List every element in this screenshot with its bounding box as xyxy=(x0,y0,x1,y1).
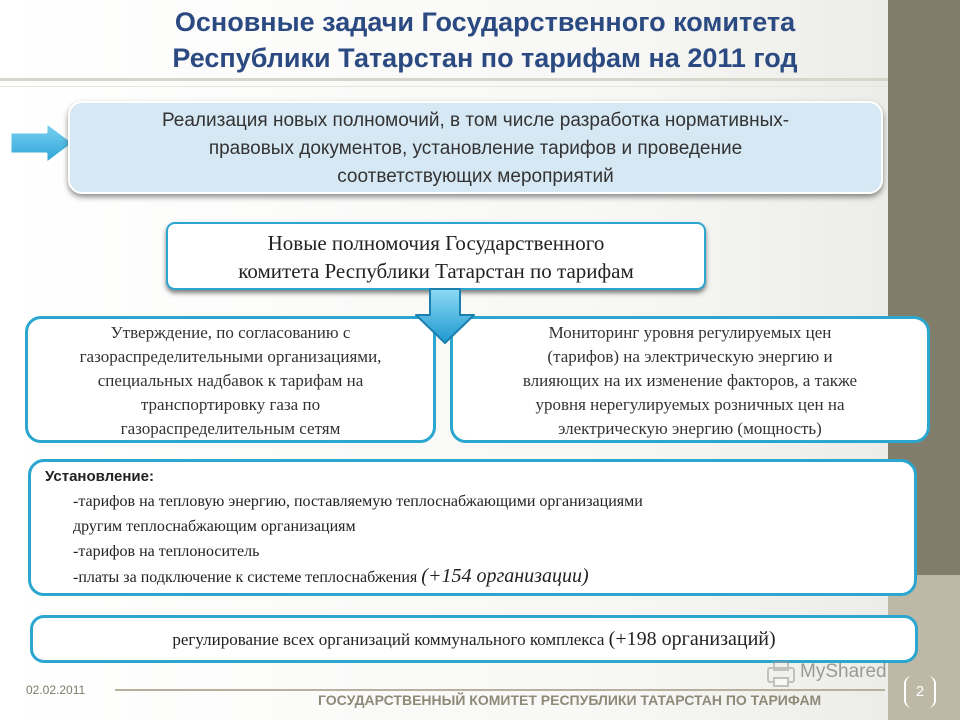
footer-organization: ГОСУДАРСТВЕННЫЙ КОМИТЕТ РЕСПУБЛИКИ ТАТАРСТАН ПО ТАРИФАМ xyxy=(318,692,822,708)
right-box-line-1: Мониторинг уровня регулируемых цен xyxy=(548,323,832,342)
left-box-line-2: газораспределительными организациями, xyxy=(79,347,382,366)
top-box-line-3: соответствующих мероприятий xyxy=(337,166,614,187)
price-monitoring-box xyxy=(450,316,930,443)
establishment-box xyxy=(28,459,917,596)
left-box-line-1: Утверждение, по согласованию с xyxy=(110,323,351,342)
establishment-line-3: -тарифов на теплоноситель xyxy=(73,543,260,560)
right-box-line-3: влияющих на их изменение факторов, а также xyxy=(522,371,858,390)
mid-box-line-1: Новые полномочия Государственного xyxy=(267,231,605,255)
new-powers-box xyxy=(166,222,706,290)
regulation-text: регулирование всех организаций коммунального комплекса xyxy=(172,630,605,649)
left-box-line-5: газораспределительным сетям xyxy=(120,419,341,438)
arrow-down-icon xyxy=(414,287,476,345)
watermark-text: MyShared xyxy=(800,661,887,682)
establishment-line-2: другим теплоснабжающим организациям xyxy=(73,518,356,535)
title-line-1: Основные задачи Государственного комитета xyxy=(174,7,796,37)
left-box-line-3: специальных надбавок к тарифам на xyxy=(97,371,364,390)
right-box-line-2: (тарифов) на электрическую энергию и xyxy=(547,347,833,366)
right-box-line-4: уровня нерегулируемых розничных цен на xyxy=(535,395,845,414)
top-task-box xyxy=(68,101,883,194)
footer-divider xyxy=(115,689,885,691)
gas-surcharge-box xyxy=(25,316,436,443)
establishment-line-1: -тарифов на тепловую энергию, поставляемую теплоснабжающими организациями xyxy=(73,493,643,510)
title-divider-thin xyxy=(0,86,888,87)
establishment-line-4: -платы за подключение к системе теплоснабжения xyxy=(73,569,418,586)
regulation-note: (+198 организаций) xyxy=(608,628,776,650)
mid-box-line-2: комитета Республики Татарстан по тарифам xyxy=(238,259,634,283)
page-number: 2 xyxy=(904,676,936,708)
top-box-line-2: правовых документов, установление тарифов и проведение xyxy=(208,138,743,159)
title-divider xyxy=(0,78,888,81)
slide-title xyxy=(100,4,870,76)
establishment-line-4-row xyxy=(45,564,914,590)
arrow-right-icon xyxy=(8,120,76,166)
footer-date: 02.02.2011 xyxy=(26,683,86,697)
right-box-line-5: электрическую энергию (мощность) xyxy=(558,419,822,438)
regulation-box xyxy=(30,615,918,663)
establishment-note: (+154 организации) xyxy=(421,565,589,587)
top-box-line-1: Реализация новых полномочий, в том числе разработка нормативных- xyxy=(161,110,790,131)
left-box-line-4: транспортировку газа по xyxy=(140,395,321,414)
establishment-heading: Установление: xyxy=(45,468,154,485)
title-line-2: Республики Татарстан по тарифам на 2011 год xyxy=(172,43,798,73)
